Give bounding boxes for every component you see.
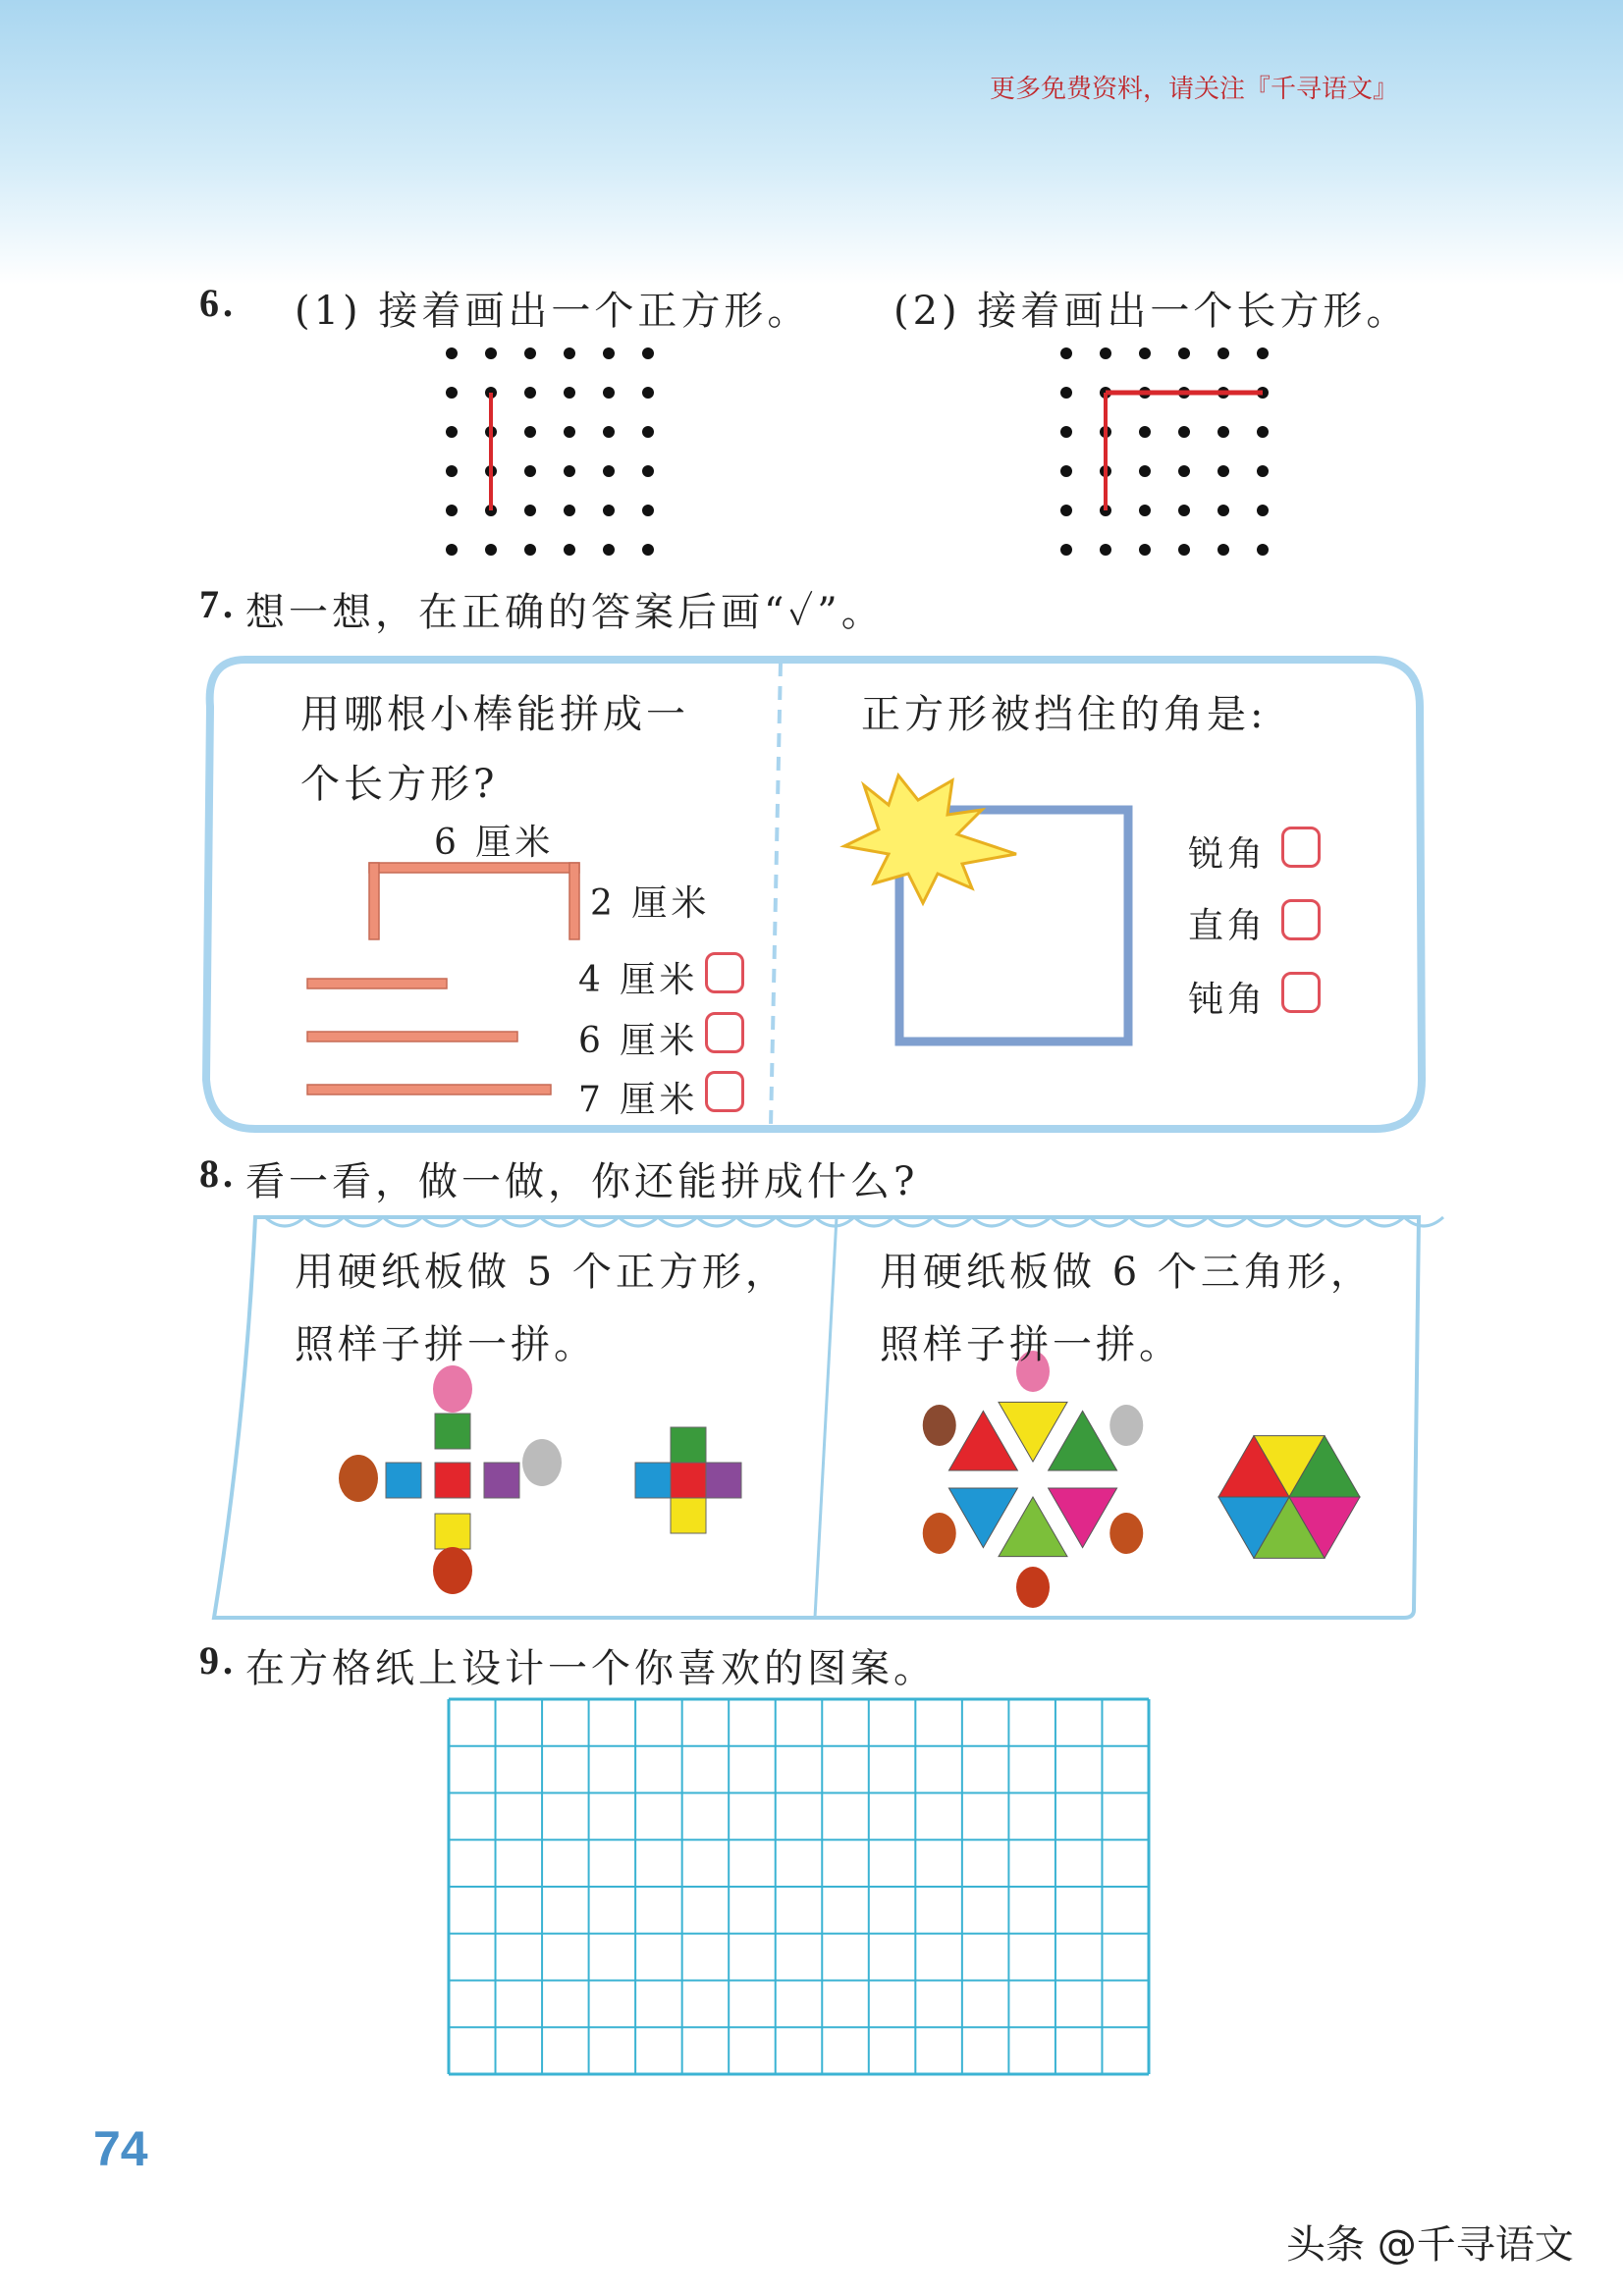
- animal-icon: [923, 1405, 956, 1446]
- grid-dot: [446, 544, 458, 556]
- q6-part1: (1) 接着画出一个正方形。: [295, 289, 811, 334]
- stick-top-label: 6 厘米: [434, 823, 555, 863]
- q8-title: 看一看，做一做，你还能拼成什么?: [245, 1159, 919, 1204]
- grid-dot: [564, 544, 575, 556]
- grid-dot: [1217, 426, 1229, 438]
- grid-dot: [1217, 465, 1229, 477]
- square-blue: [386, 1463, 421, 1498]
- grid-dot: [1139, 347, 1151, 359]
- triangle-piece: [999, 1497, 1067, 1557]
- square-red: [435, 1463, 470, 1498]
- animal-icon: [1109, 1405, 1143, 1446]
- q8-left-line2: 照样子拼一拼。: [295, 1322, 597, 1367]
- q6-part2: (2) 接着画出一个长方形。: [893, 289, 1410, 334]
- grid-dot: [446, 426, 458, 438]
- grid-dot: [1217, 544, 1229, 556]
- grid-dot: [642, 505, 654, 516]
- q8-right-line2: 照样子拼一拼。: [880, 1322, 1182, 1367]
- stick-4cm: [307, 979, 447, 988]
- q7-title: 想一想，在正确的答案后画“✓”。: [245, 590, 885, 635]
- grid-dot: [642, 465, 654, 477]
- triangle-piece: [999, 1402, 1067, 1462]
- grid-dot: [1060, 347, 1072, 359]
- grid-dot: [1257, 465, 1269, 477]
- stick-right-2cm: [569, 863, 579, 939]
- dog-animal-icon: [339, 1455, 378, 1502]
- grid-dot: [1139, 426, 1151, 438]
- grid-dot: [1178, 465, 1190, 477]
- q8-left-line1: 用硬纸板做 5 个正方形，: [295, 1250, 788, 1295]
- grid-dot: [1139, 505, 1151, 516]
- option-4cm-label: 4 厘米: [578, 960, 699, 1000]
- stick-side-label: 2 厘米: [590, 883, 711, 924]
- q8-right-line1: 用硬纸板做 6 个三角形，: [880, 1250, 1374, 1295]
- grid-dot: [524, 387, 536, 399]
- grid-dot: [1217, 505, 1229, 516]
- square-green: [671, 1427, 706, 1463]
- grid-dot: [1257, 426, 1269, 438]
- grid-dot: [524, 505, 536, 516]
- grid-dot: [603, 347, 615, 359]
- triangle-piece: [1049, 1411, 1117, 1470]
- triangle-piece: [1049, 1488, 1117, 1548]
- grid-dot: [1257, 347, 1269, 359]
- grid-dot: [1178, 347, 1190, 359]
- grid-dot: [524, 347, 536, 359]
- checkbox-4cm[interactable]: [705, 952, 744, 993]
- square-red: [671, 1463, 706, 1498]
- red-animal-icon: [433, 1547, 472, 1594]
- grid-dot: [446, 347, 458, 359]
- animal-icon: [1109, 1513, 1143, 1554]
- grid-dot: [603, 505, 615, 516]
- grid-dot: [564, 387, 575, 399]
- square-yellow: [435, 1514, 470, 1549]
- square-green: [435, 1414, 470, 1449]
- grid-dot: [1257, 505, 1269, 516]
- q8-number: 8.: [199, 1151, 237, 1196]
- star-burst-icon: [844, 775, 1016, 903]
- q7-number: 7.: [199, 582, 237, 626]
- q7-left-line1: 用哪根小棒能拼成一: [300, 692, 689, 737]
- square-purple: [706, 1463, 741, 1498]
- grid-dot: [1178, 426, 1190, 438]
- q6-number: 6.: [199, 281, 237, 325]
- q9-number: 9.: [199, 1638, 237, 1682]
- checkbox-6cm[interactable]: [705, 1012, 744, 1053]
- grid-dot: [446, 465, 458, 477]
- grid-dot: [1060, 387, 1072, 399]
- triangle-piece: [948, 1488, 1017, 1548]
- grid-dot: [642, 387, 654, 399]
- stick-6cm: [307, 1032, 517, 1041]
- pink-animal-icon: [433, 1365, 472, 1413]
- animal-icon: [923, 1513, 956, 1554]
- grid-dot: [524, 426, 536, 438]
- grid-dot: [603, 387, 615, 399]
- grid-dot: [524, 544, 536, 556]
- grid-dot: [1060, 505, 1072, 516]
- grid-dot: [603, 426, 615, 438]
- grid-dot: [485, 544, 497, 556]
- square-purple: [484, 1463, 519, 1498]
- square-yellow: [671, 1498, 706, 1533]
- puppy-animal-icon: [522, 1439, 562, 1486]
- option-7cm-label: 7 厘米: [578, 1080, 699, 1120]
- checkbox-7cm[interactable]: [705, 1071, 744, 1112]
- grid-dot: [1060, 544, 1072, 556]
- grid-dot: [446, 505, 458, 516]
- q7-left-line2: 个长方形?: [300, 762, 499, 807]
- grid-dot: [642, 426, 654, 438]
- grid-dot: [642, 347, 654, 359]
- grid-dot: [564, 347, 575, 359]
- grid-dot: [1100, 544, 1111, 556]
- grid-dot: [1139, 465, 1151, 477]
- header-watermark: 更多免费资料，请关注『千寻语文』: [990, 75, 1399, 104]
- square-blue: [635, 1463, 671, 1498]
- option-right-label: 直角: [1188, 906, 1268, 946]
- grid-dot: [1139, 544, 1151, 556]
- option-acute-label: 锐角: [1188, 834, 1268, 875]
- grid-dot: [642, 544, 654, 556]
- stick-left-2cm: [369, 863, 379, 939]
- q7-divider: [771, 663, 781, 1127]
- checkbox-acute[interactable]: [1281, 827, 1321, 868]
- grid-dot: [564, 505, 575, 516]
- grid-dot: [1178, 505, 1190, 516]
- grid-dot: [1060, 465, 1072, 477]
- page-number: 74: [93, 2121, 148, 2176]
- checkbox-right[interactable]: [1281, 899, 1321, 940]
- option-6cm-label: 6 厘米: [578, 1021, 699, 1061]
- q9-title: 在方格纸上设计一个你喜欢的图案。: [245, 1646, 937, 1691]
- triangle-piece: [948, 1411, 1017, 1470]
- checkbox-obtuse[interactable]: [1281, 972, 1321, 1013]
- stick-7cm: [307, 1085, 551, 1095]
- grid-dot: [564, 465, 575, 477]
- grid-dot: [1100, 347, 1111, 359]
- grid-dot: [1178, 544, 1190, 556]
- grid-dot: [446, 387, 458, 399]
- grid-dot: [603, 465, 615, 477]
- grid-dot: [524, 465, 536, 477]
- option-obtuse-label: 钝角: [1188, 980, 1268, 1020]
- grid-dot: [485, 347, 497, 359]
- grid-dot: [1060, 426, 1072, 438]
- animal-icon: [1016, 1567, 1050, 1608]
- footer-watermark: 头条 @千寻语文: [1286, 2222, 1574, 2268]
- grid-dot: [1257, 544, 1269, 556]
- q8-divider: [815, 1217, 837, 1618]
- grid-dot: [564, 426, 575, 438]
- grid-dot: [1217, 347, 1229, 359]
- q7-right-question: 正方形被挡住的角是:: [861, 692, 1268, 737]
- grid-dot: [603, 544, 615, 556]
